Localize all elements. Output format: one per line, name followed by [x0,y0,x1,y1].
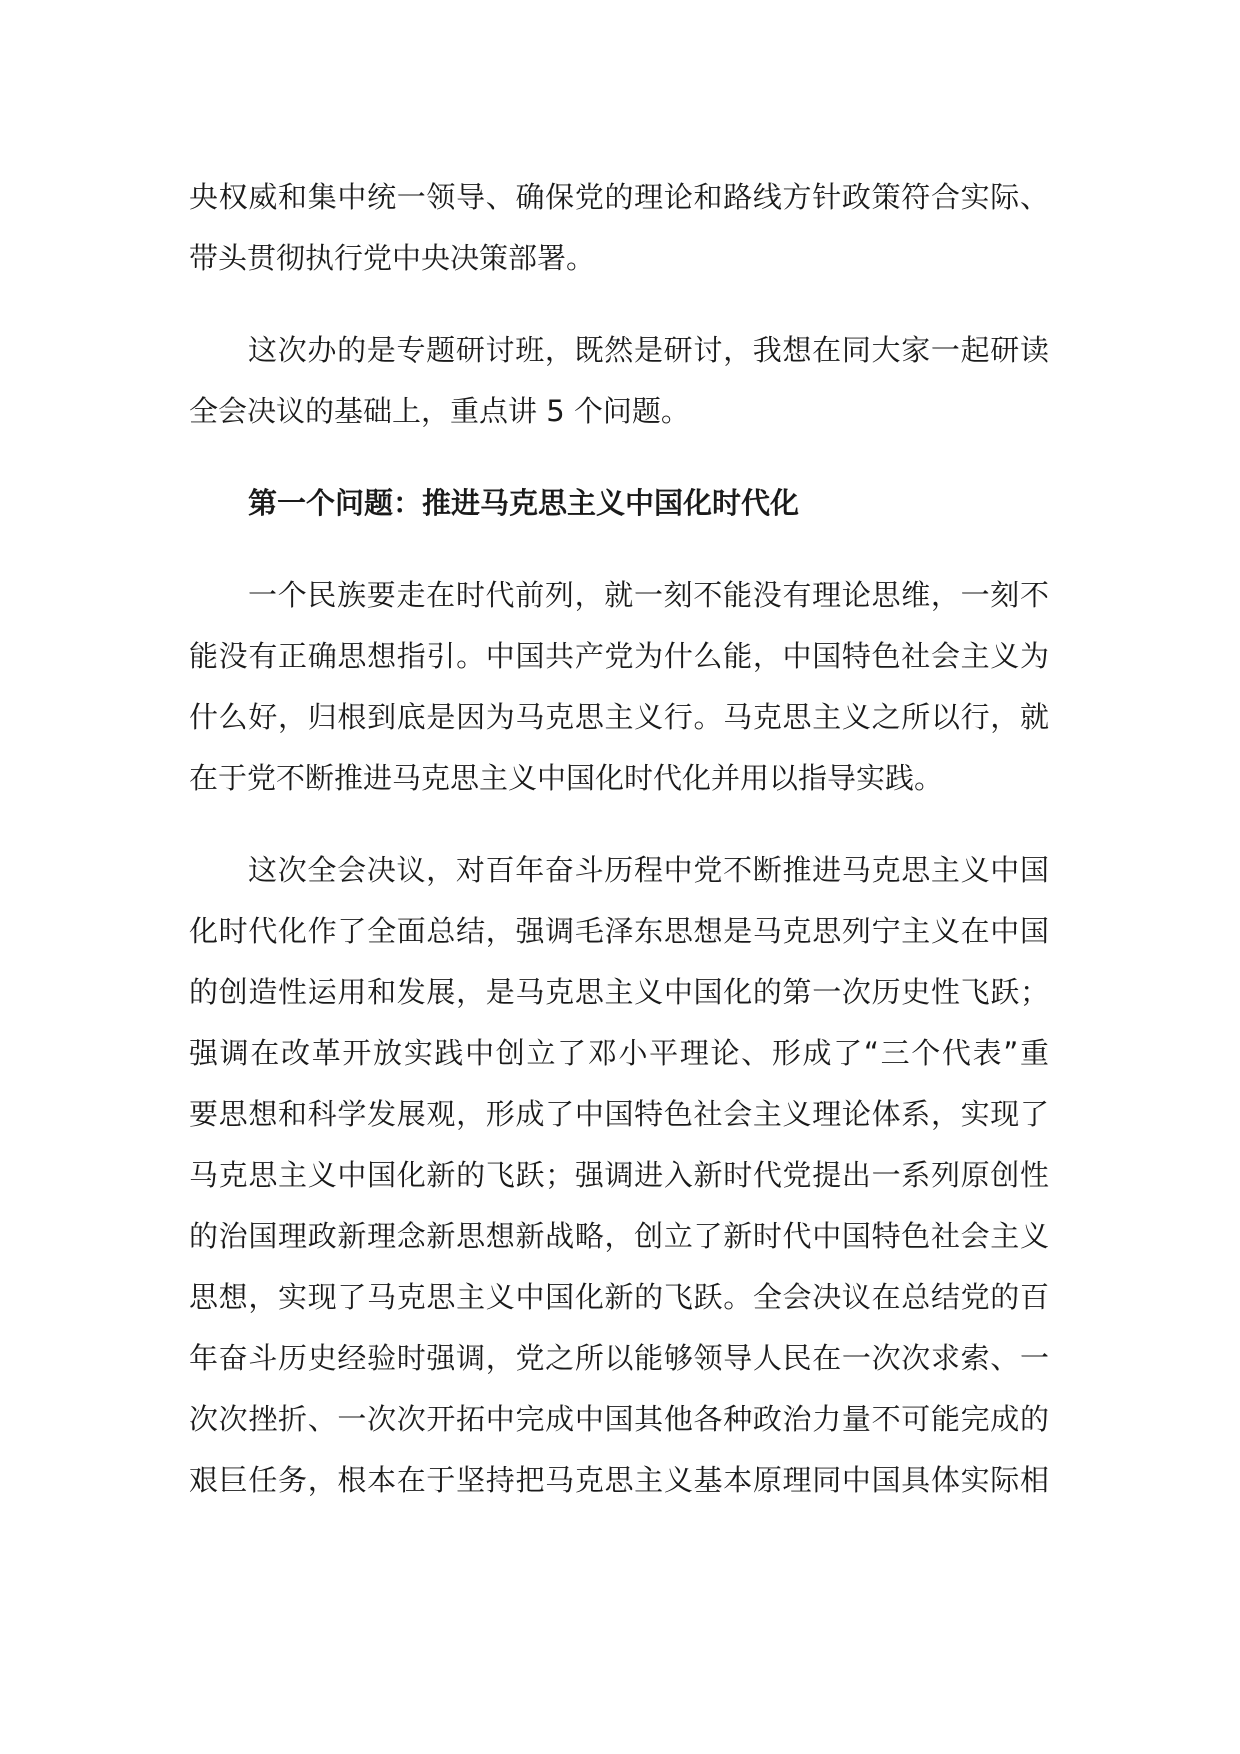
text-line: 这次办的是专题研讨班，既然是研讨，我想在同大家一起研读 [248,333,1049,367]
text-line: 马克思主义中国化新的飞跃；强调进入新时代党提出一系列原创性 [189,1158,1049,1192]
text-line: 思想，实现了马克思主义中国化新的飞跃。全会决议在总结党的百 [189,1280,1049,1314]
text-line: 的创造性运用和发展，是马克思主义中国化的第一次历史性飞跃； [189,975,1049,1009]
text-line: 化时代化作了全面总结，强调毛泽东思想是马克思列宁主义在中国 [189,914,1049,948]
text-line: 这次全会决议，对百年奋斗历程中党不断推进马克思主义中国 [248,853,1049,887]
text-line: 的治国理政新理念新思想新战略，创立了新时代中国特色社会主义 [189,1219,1049,1253]
section-heading: 第一个问题：推进马克思主义中国化时代化 [248,486,800,520]
text-line: 强调在改革开放实践中创立了邓小平理论、形成了“三个代表”重 [189,1036,1049,1070]
text-line: 次次挫折、一次次开拓中完成中国其他各种政治力量不可能完成的 [189,1402,1049,1436]
text-line: 央权威和集中统一领导、确保党的理论和路线方针政策符合实际、 [189,180,1049,214]
text-line: 能没有正确思想指引。中国共产党为什么能，中国特色社会主义为 [189,639,1049,673]
text-line: 带头贯彻执行党中央决策部署。 [189,241,596,275]
text-line: 要思想和科学发展观，形成了中国特色社会主义理论体系，实现了 [189,1097,1049,1131]
text-line: 全会决议的基础上，重点讲 5 个问题。 [189,394,690,428]
text-line: 在于党不断推进马克思主义中国化时代化并用以指导实践。 [189,761,944,795]
text-line: 一个民族要走在时代前列，就一刻不能没有理论思维，一刻不 [248,578,1049,612]
text-line: 艰巨任务，根本在于坚持把马克思主义基本原理同中国具体实际相 [189,1463,1049,1497]
text-line: 年奋斗历史经验时强调，党之所以能够领导人民在一次次求索、一 [189,1341,1049,1375]
text-line: 什么好，归根到底是因为马克思主义行。马克思主义之所以行，就 [189,700,1049,734]
